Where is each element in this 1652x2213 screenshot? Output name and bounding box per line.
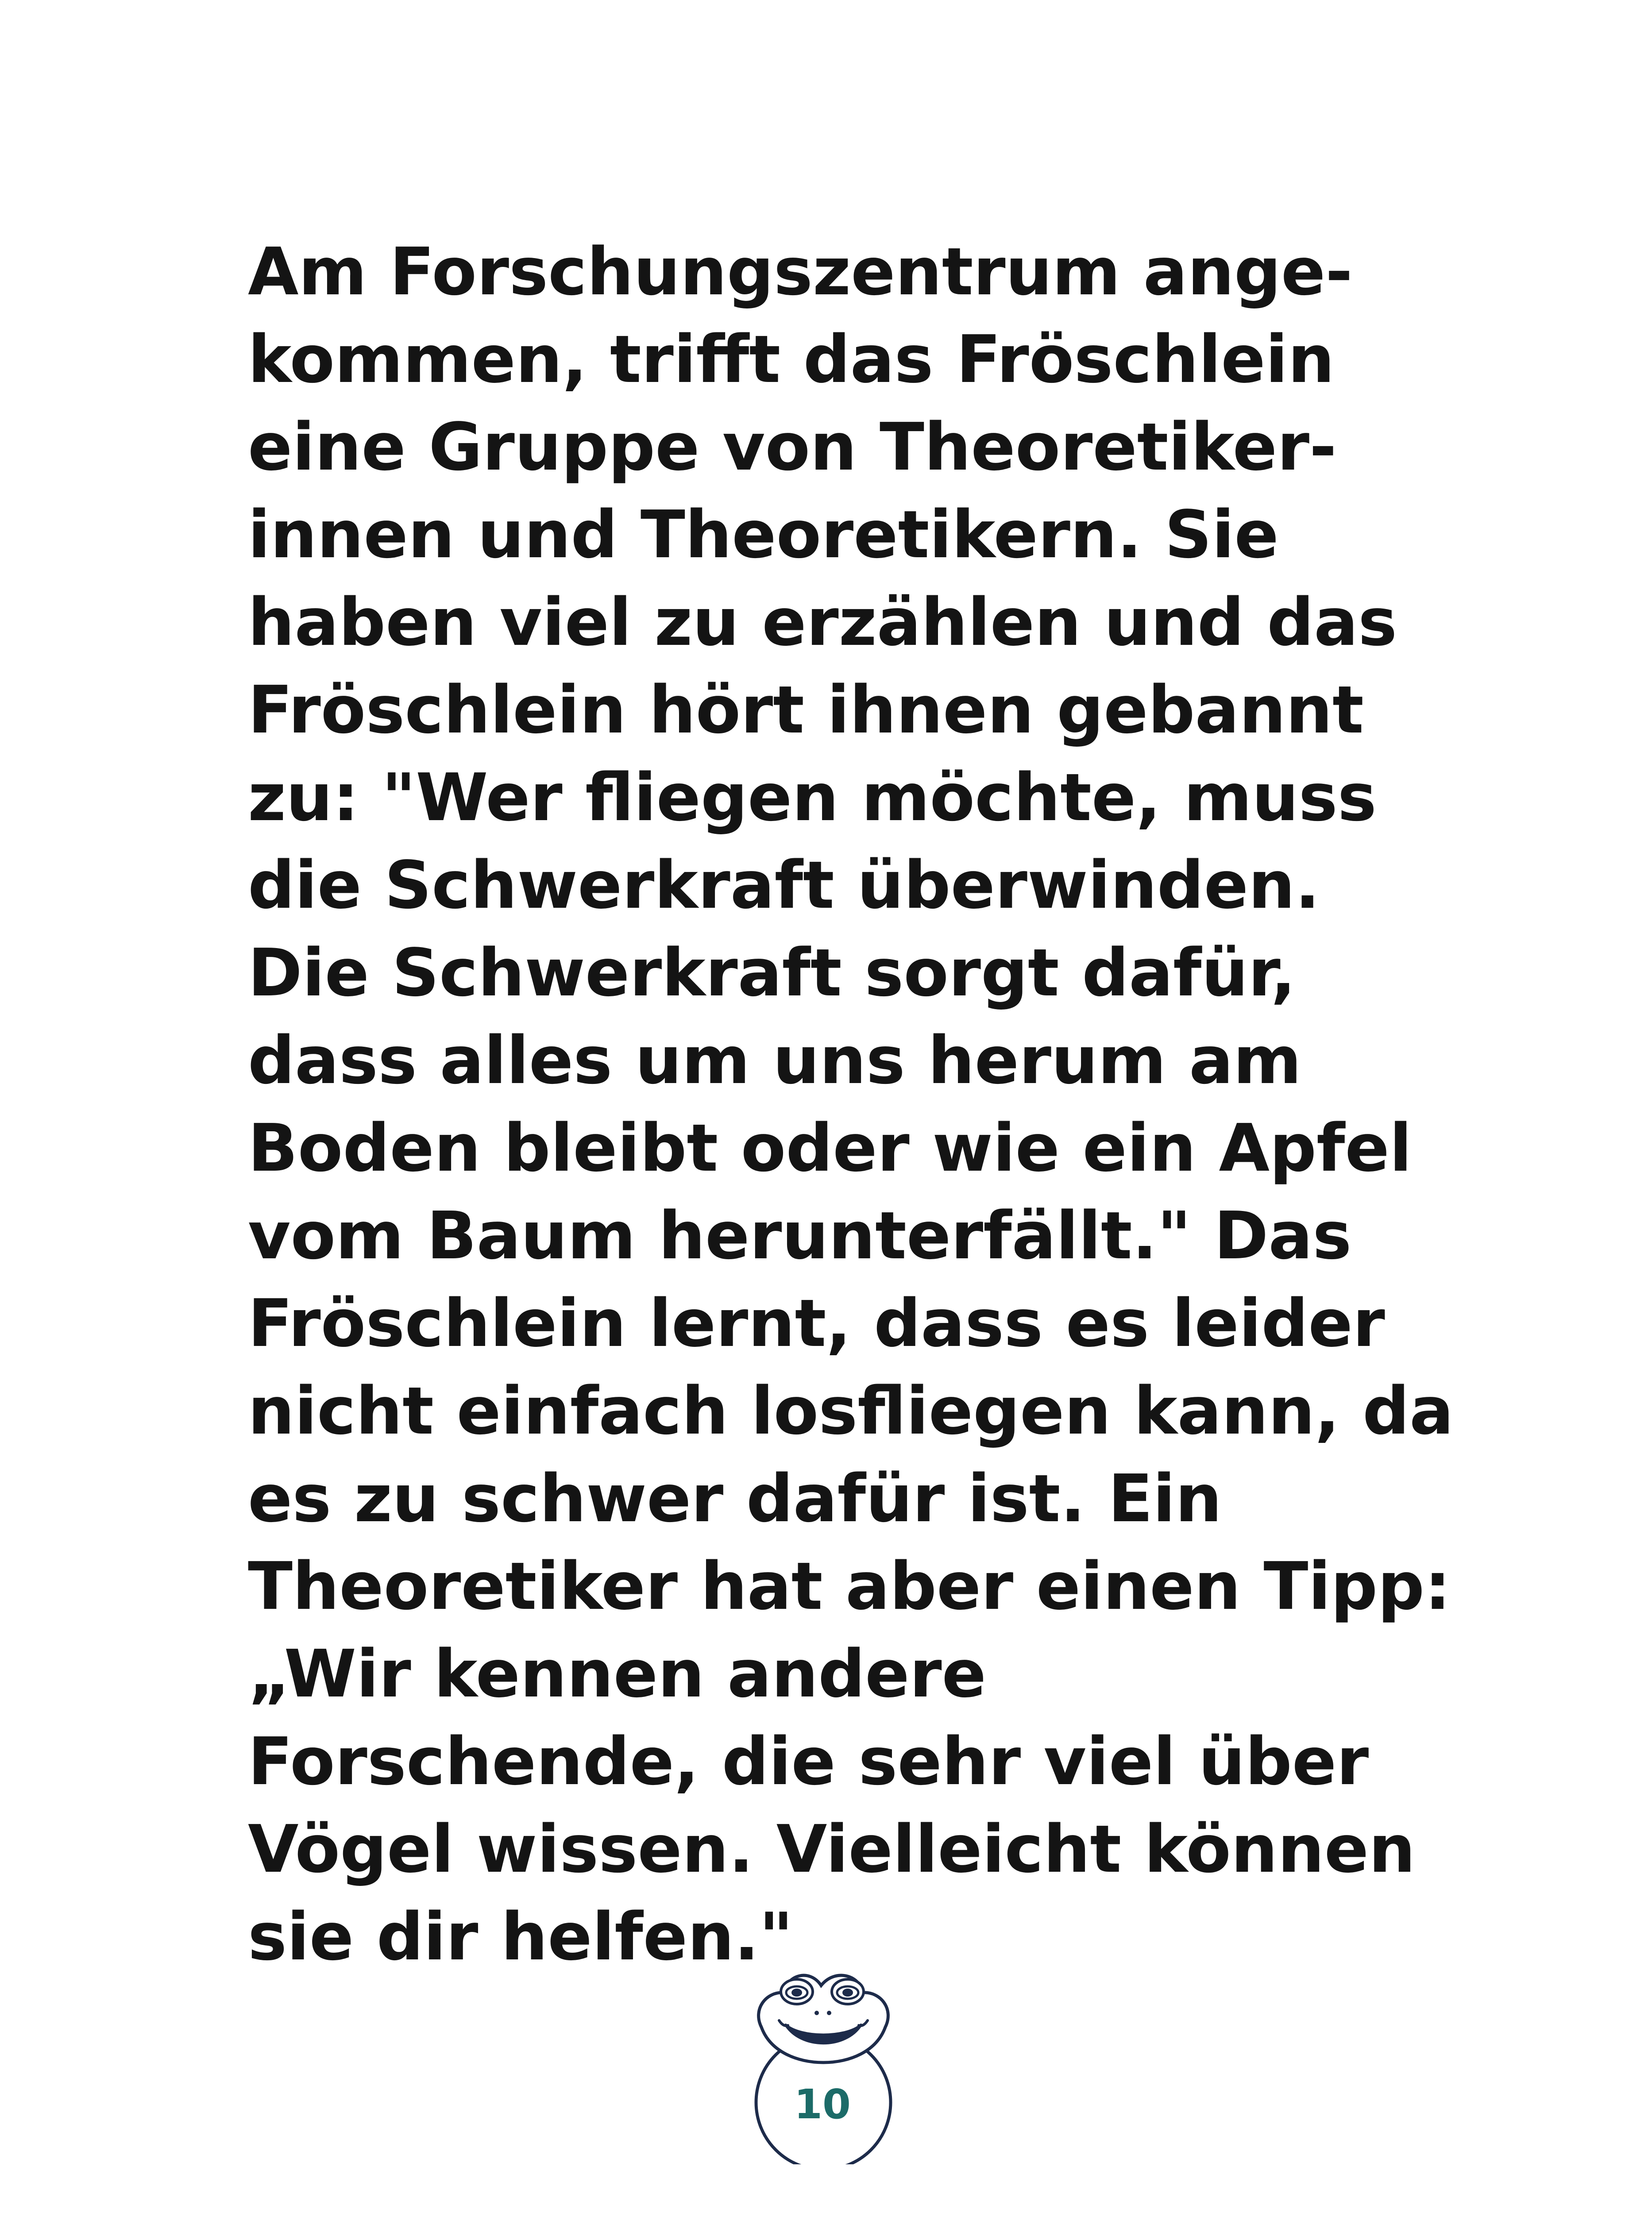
story-line: „Wir kennen andere [248, 1636, 986, 1712]
story-line: zu: "Wer fliegen möchte, muss [248, 760, 1377, 836]
story-line: haben viel zu erzählen und das [248, 584, 1397, 660]
story-line: innen und Theoretikern. Sie [248, 497, 1279, 573]
page-number: 10 [794, 2081, 851, 2128]
story-line: eine Gruppe von Theoretiker- [248, 409, 1337, 485]
story-line: Theoretiker hat aber einen Tipp: [248, 1548, 1451, 1624]
story-line: sie dir helfen." [248, 1899, 793, 1975]
story-line: die Schwerkraft überwinden. [248, 847, 1320, 923]
story-text [248, 228, 1598, 1981]
story-line: nicht einfach losfliegen kann, da [248, 1373, 1454, 1449]
story-line: Die Schwerkraft sorgt dafür, [248, 935, 1296, 1011]
story-line: Forschende, die sehr viel über [248, 1723, 1369, 1800]
frog-icon [735, 1943, 912, 2164]
story-line: Fröschlein hört ihnen gebannt [248, 672, 1364, 748]
story-line: Boden bleibt oder wie ein Apfel [248, 1110, 1412, 1186]
story-line: Vögel wissen. Vielleicht können [248, 1811, 1416, 1887]
story-line: es zu schwer dafür ist. Ein [248, 1461, 1222, 1537]
story-line: Am Forschungszentrum ange- [248, 234, 1353, 310]
frog-head [759, 1975, 888, 2063]
story-line: Fröschlein lernt, dass es leider [248, 1285, 1385, 1361]
story-line: kommen, trifft das Fröschlein [248, 321, 1335, 397]
story-line: vom Baum herunterfällt." Das [248, 1198, 1352, 1274]
story-line: dass alles um uns herum am [248, 1022, 1302, 1099]
